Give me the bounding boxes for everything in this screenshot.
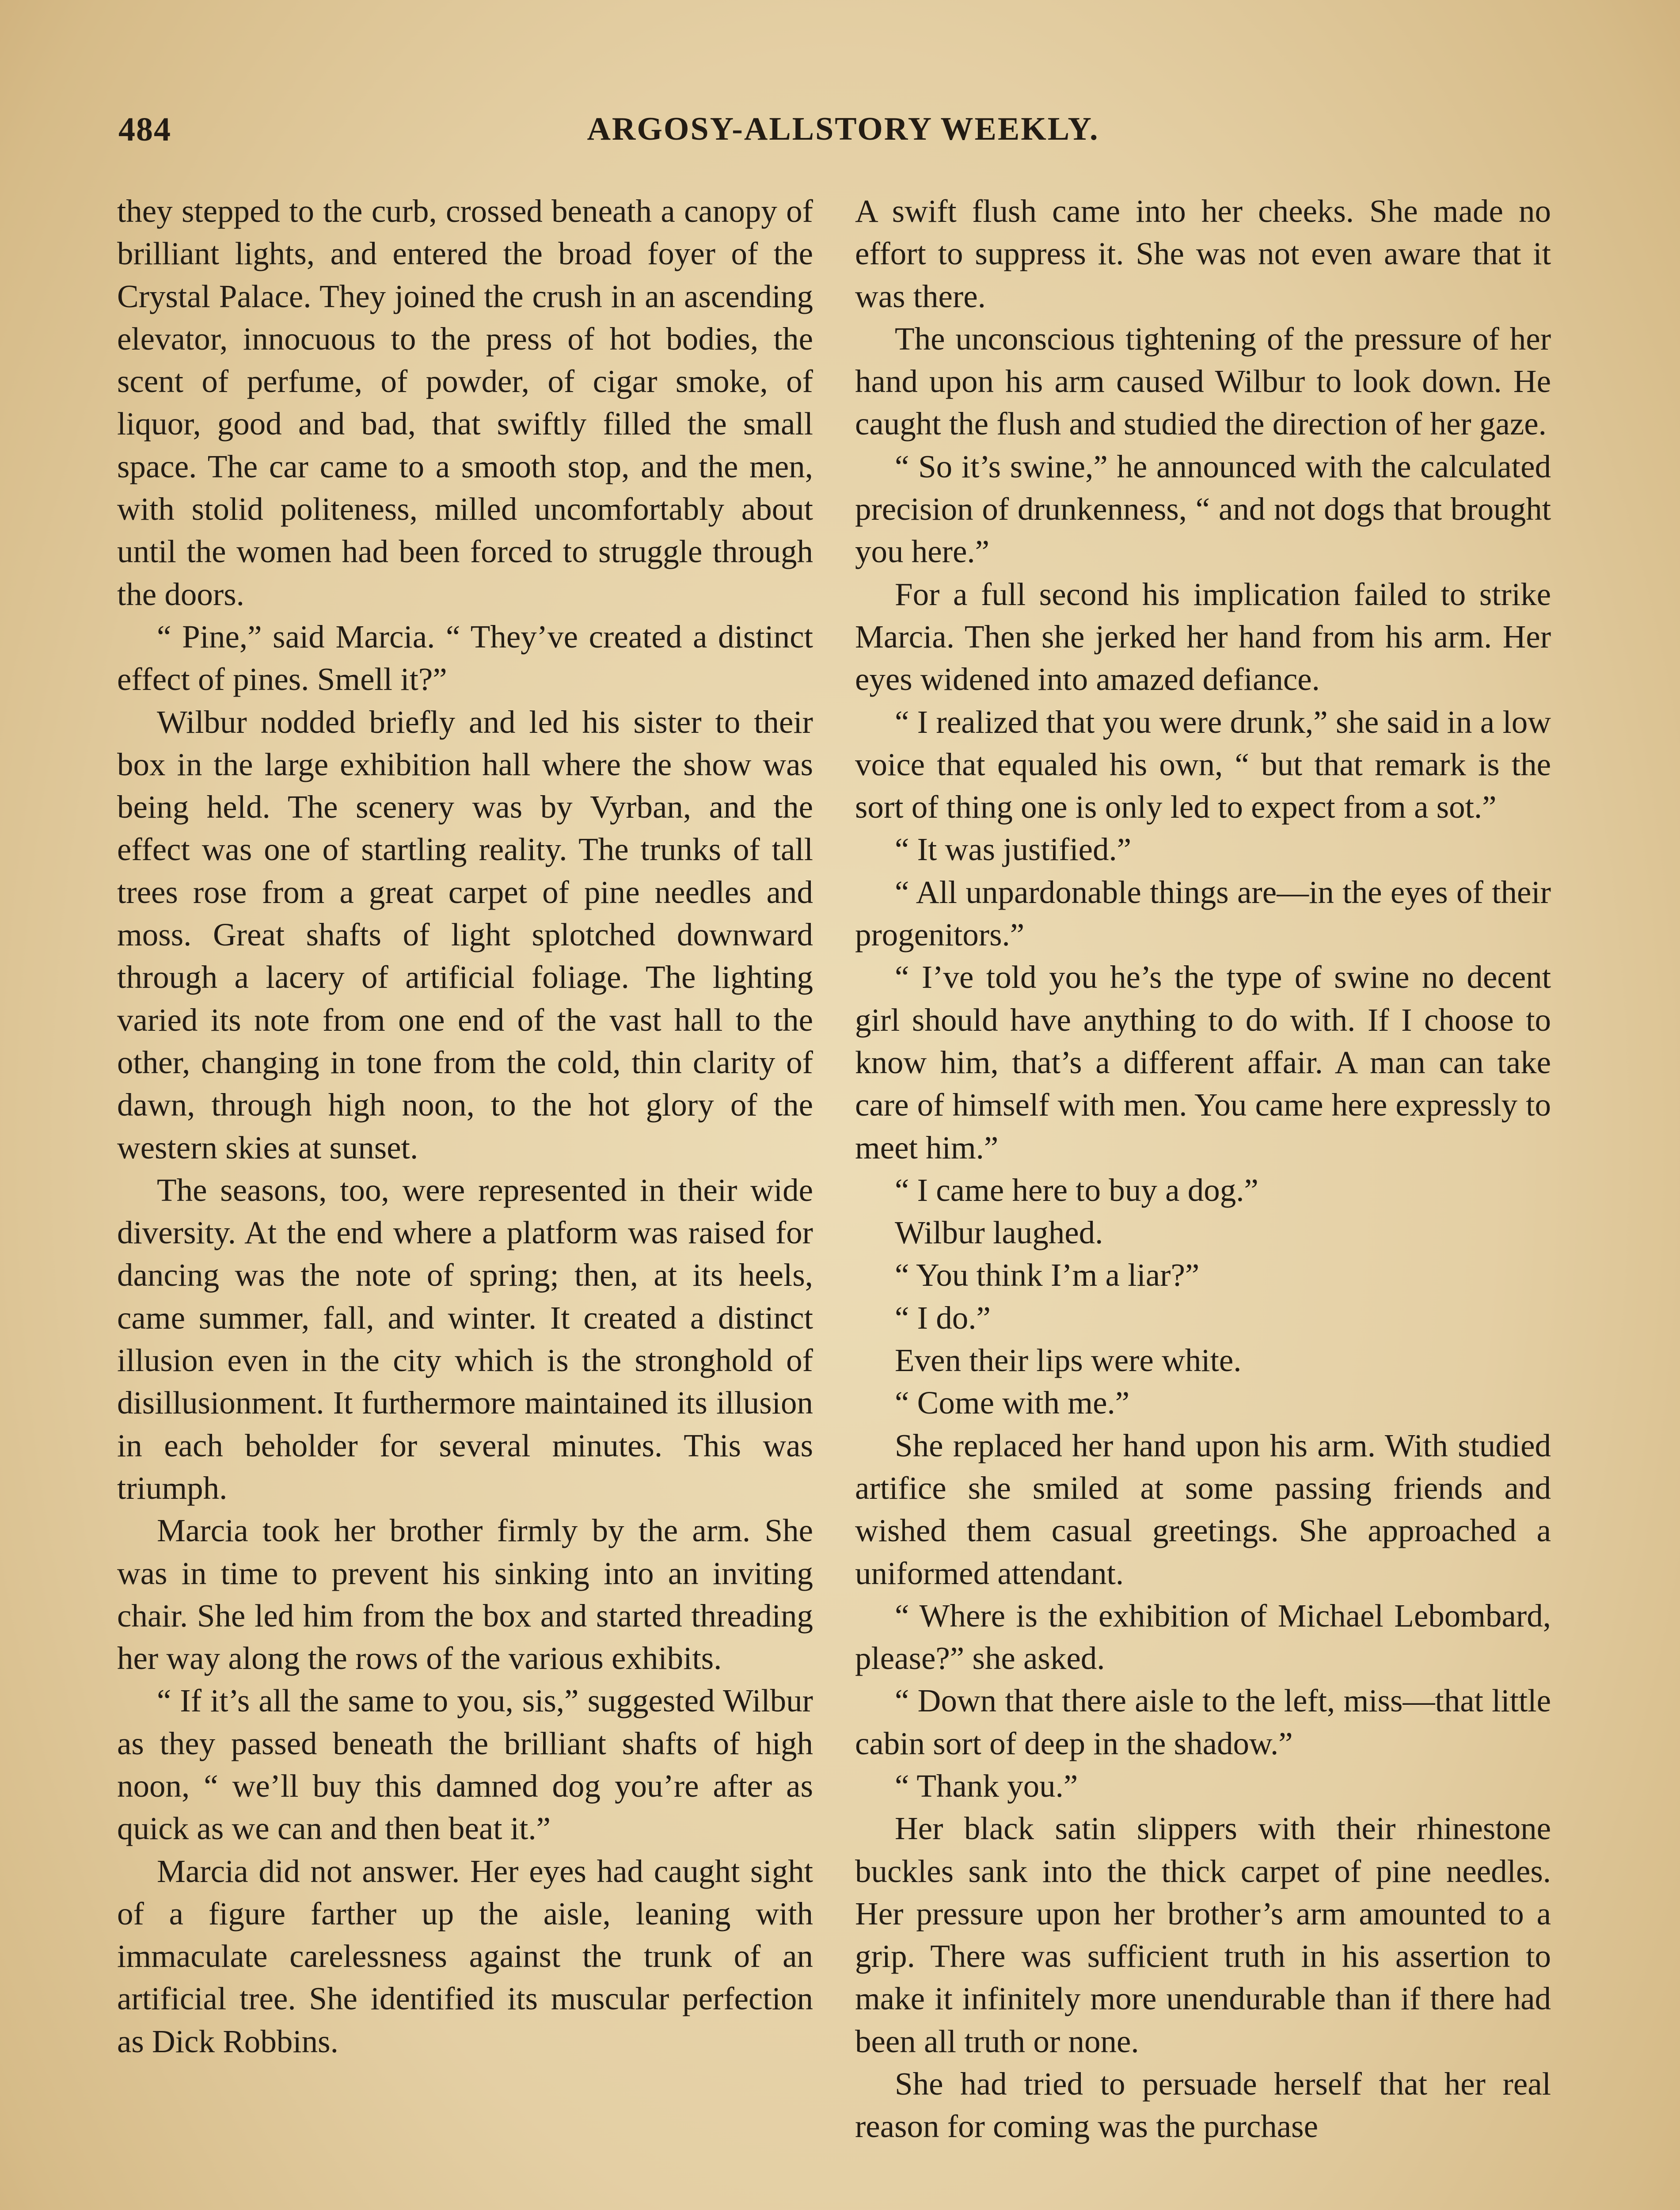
paragraph: The unconscious tightening of the pressure of her hand upon his arm caused Wilbur to look down. He caught the flush and studied the direction of her gaze. xyxy=(855,320,1551,442)
paragraph: “ Down that there aisle to the left, miss—that little cabin sort of deep in the shadow.” xyxy=(855,1683,1551,1761)
paragraph: Wilbur nodded briefly and led his sister to their box in the large exhibition hall where the show was being held. The scenery was by Vyrban, and the effect was one of startling reality. The trunks of tall trees rose from a great carpet of pine needles and moss. Great shafts of light splotched downward through a lacery of artificial foliage. The lighting varied its note from one end of the vast hall to the other, changing in tone from the cold, thin clarity of dawn, through high noon, to the hot glory of the western skies at sunset. xyxy=(117,704,813,1166)
paragraph: they stepped to the curb, crossed beneath a canopy of brilliant lights, and entered the broad foyer of the Crystal Palace. They joined the crush in an ascending elevator, innocuous to the press of hot bodies, the scent of perfume, of powder, of cigar smoke, of liquor, good and bad, that swiftly filled the small space. The car came to a smooth stop, and the men, with stolid politeness, milled uncomfortably about until the women had been forced to struggle through the doors. xyxy=(117,193,813,612)
paragraph: “ Pine,” said Marcia. “ They’ve created a distinct effect of pines. Smell it?” xyxy=(117,618,813,697)
paragraph: For a full second his implication failed to strike Marcia. Then she jerked her hand from his arm. Her eyes widened into amazed defiance. xyxy=(855,576,1551,697)
right-column xyxy=(855,190,1551,2148)
paragraph: “ Come with me.” xyxy=(895,1385,1130,1421)
paragraph: “ You think I’m a liar?” xyxy=(895,1257,1200,1293)
paragraph: “ I’ve told you he’s the type of swine no decent girl should have anything to do with. If I choose to know him, that’s a different affair. A man can take care of himself with men. You came here expressly to meet him.” xyxy=(855,959,1551,1166)
paragraph: She replaced her hand upon his arm. With studied artifice she smiled at some passing friends and wished them casual greetings. She approached a uniformed attendant. xyxy=(855,1427,1551,1591)
paragraph: Her black satin slippers with their rhinestone buckles sank into the thick carpet of pine needles. Her pressure upon her brother’s arm amounted to a grip. There was sufficient truth in his assertion to make it infinitely more unendurable than if there had been all truth or none. xyxy=(855,1810,1551,2059)
running-title: ARGOSY-ALLSTORY WEEKLY. xyxy=(587,111,1099,147)
paragraph: “ Where is the exhibition of Michael Lebombard, please?” she asked. xyxy=(855,1597,1551,1677)
paragraph: “ It was justified.” xyxy=(895,831,1132,868)
paragraph: Marcia did not answer. Her eyes had caught sight of a figure farther up the aisle, leaning with immaculate carelessness against the trunk of an artificial tree. She identified its muscular perfection as Dick Robbins. xyxy=(117,1853,813,2059)
paragraph: “ I realized that you were drunk,” she said in a low voice that equaled his own, “ but that remark is the sort of thing one is only led to expect from a sot.” xyxy=(855,704,1551,825)
paragraph: “ If it’s all the same to you, sis,” suggested Wilbur as they passed beneath the brilliant shafts of high noon, “ we’ll buy this damned dog you’re after as quick as we can and then beat it.” xyxy=(117,1683,813,1847)
paragraph: She had tried to persuade herself that her real reason for coming was the purchase xyxy=(855,2066,1551,2145)
left-column xyxy=(117,190,813,2063)
paragraph: Marcia took her brother firmly by the arm. She was in time to prevent his sinking into an inviting chair. She led him from the box and started threading her way along the rows of the various exhibits. xyxy=(117,1513,813,1677)
paragraph: “ I came here to buy a dog.” xyxy=(895,1172,1258,1208)
paragraph: “ So it’s swine,” he announced with the calculated precision of drunkenness, “ and not dogs that brought you here.” xyxy=(855,448,1551,570)
paragraph: The seasons, too, were represented in their wide diversity. At the end where a platform was raised for dancing was the note of spring; then, at its heels, came summer, fall, and winter. It created a distinct illusion even in the city which is the stronghold of disillusionment. It furthermore maintained its illusion in each beholder for several minutes. This was triumph. xyxy=(117,1172,813,1506)
paragraph: Wilbur laughed. xyxy=(895,1215,1103,1251)
paragraph: Even their lips were white. xyxy=(895,1342,1242,1379)
page-header xyxy=(118,110,1568,159)
paragraph: “ Thank you.” xyxy=(895,1768,1078,1804)
paragraph: “ I do.” xyxy=(895,1299,991,1336)
paragraph: “ All unpardonable things are—in the eyes of their progenitors.” xyxy=(855,874,1551,953)
page-number: 484 xyxy=(118,111,171,148)
paragraph: A swift flush came into her cheeks. She made no effort to suppress it. She was not even aware that it was there. xyxy=(855,193,1551,314)
